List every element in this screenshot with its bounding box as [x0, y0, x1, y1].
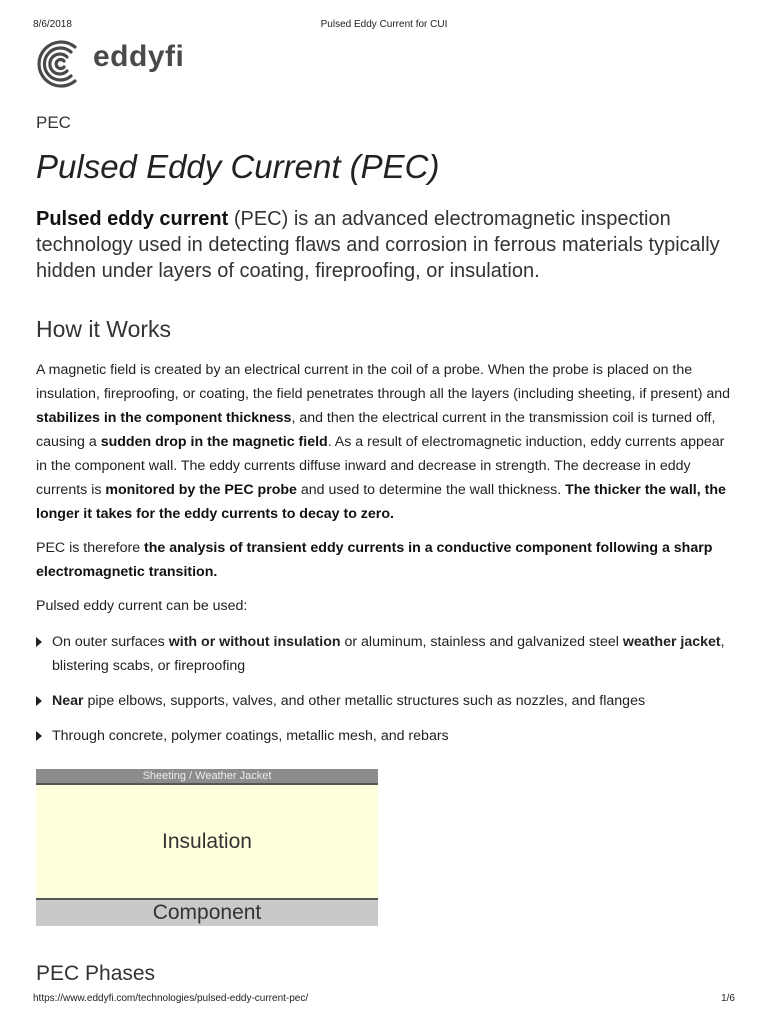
list-item: [36, 724, 736, 748]
p1-bold-1: stabilizes in the component thickness: [36, 410, 292, 426]
b1-bold-2: weather jacket: [622, 634, 721, 650]
eddyfi-logo-icon: [35, 38, 87, 90]
eddyfi-logo[interactable]: [35, 38, 185, 88]
print-doc-title: Pulsed Eddy Current for CUI: [320, 19, 448, 30]
sheeting-layer: Sheeting / Weather Jacket: [36, 769, 378, 785]
p2-text-1: PEC is therefore: [36, 540, 145, 556]
uses-intro: Pulsed eddy current can be used:: [36, 598, 248, 614]
page-number: 1/6: [721, 993, 735, 1004]
p1-text-2: , and then the electrical current in the transmission coil is turned off, causing a: [36, 410, 716, 450]
p1-text-4: and used to determine the wall thickness.: [296, 482, 566, 498]
component-layer: Component: [36, 900, 378, 926]
layers-diagram: [36, 769, 378, 926]
category-kicker: PEC: [36, 113, 71, 132]
b2-text-1: pipe elbows, supports, valves, and other metallic structures such as nozzles, and flanges: [83, 693, 646, 709]
b1-bold-1: with or without insulation: [168, 634, 341, 650]
b1-text-3: , blistering scabs, or fireproofing: [52, 634, 725, 674]
list-item: [36, 689, 736, 713]
lead-bold: Pulsed eddy current: [36, 208, 229, 230]
list-item: [36, 630, 736, 678]
p1-bold-4: The thicker the wall, the longer it takes for the eddy currents to decay to zero.: [36, 482, 726, 522]
b3-text-1: Through concrete, polymer coatings, metallic mesh, and rebars: [52, 728, 449, 744]
article-content: [36, 112, 736, 759]
uses-list: [36, 630, 736, 748]
analysis-paragraph: [36, 536, 736, 584]
b1-text-1: On outer surfaces: [52, 634, 169, 650]
page-title: Pulsed Eddy Current (PEC): [36, 148, 440, 185]
b1-text-2: or aluminum, stainless and galvanized steel: [340, 634, 623, 650]
bullet-triangle-icon: [36, 637, 42, 647]
bullet-triangle-icon: [36, 731, 42, 741]
lead-text: (PEC) is an advanced electromagnetic inspection technology used in detecting flaws and corrosion in ferrous materials typically hidden under layers of coating, fireproofing, or insulation.: [36, 208, 720, 282]
p1-text-1: A magnetic field is created by an electrical current in the coil of a probe. When the probe is placed on the insulation, fireproofing, or coating, the field penetrates through all the layers (including sheeting, if present) and: [36, 362, 731, 402]
logo-wordmark: eddyfi: [93, 40, 185, 73]
p2-bold-1: the analysis of transient eddy currents in a conductive component following a sharp electromagnetic transition.: [36, 540, 713, 580]
b2-bold-1: Near: [52, 693, 84, 709]
p1-text-3: . As a result of electromagnetic induction, eddy currents appear in the component wall. The eddy currents diffuse inward and decrease in strength. The decrease in eddy currents is: [36, 434, 725, 498]
insulation-layer: Insulation: [36, 785, 378, 900]
how-it-works-paragraph: [36, 358, 736, 526]
bullet-triangle-icon: [36, 696, 42, 706]
footer-url[interactable]: https://www.eddyfi.com/technologies/pulsed-eddy-current-pec/: [33, 993, 309, 1004]
p1-bold-3: monitored by the PEC probe: [105, 482, 297, 498]
lead-paragraph: [36, 206, 736, 284]
section-heading-how-it-works: How it Works: [36, 316, 172, 342]
section-heading-pec-phases: PEC Phases: [36, 962, 156, 985]
p1-bold-2: sudden drop in the magnetic field: [100, 434, 328, 450]
print-date: 8/6/2018: [33, 19, 72, 30]
